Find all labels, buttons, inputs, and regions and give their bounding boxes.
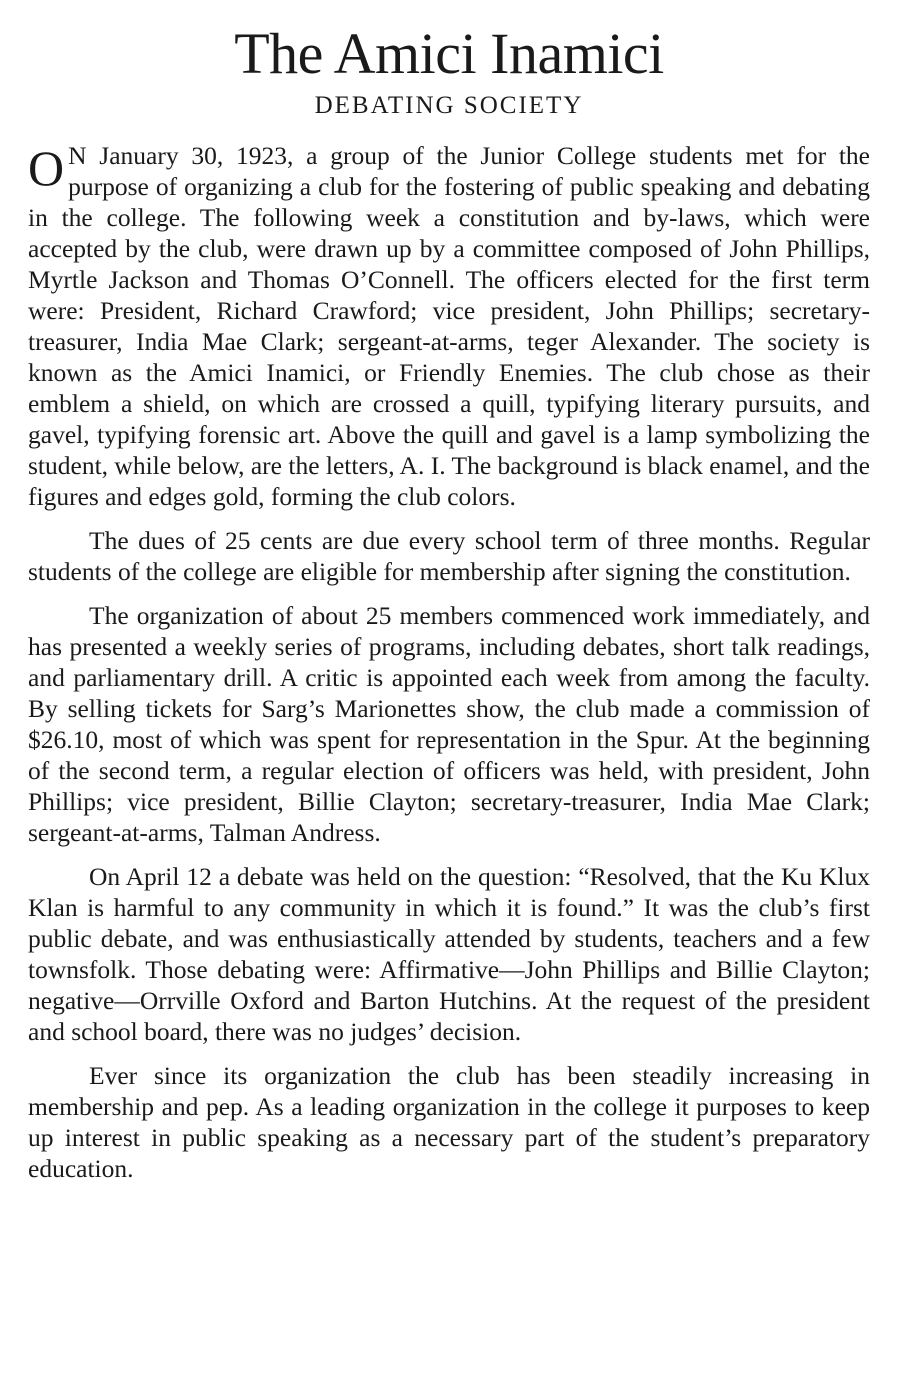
drop-cap: O (28, 140, 65, 196)
paragraph-5: Ever since its organization the club has been steadily increasing in membership and pep. As a leading organization in the college it purposes to keep up interest in public speaking as a necessary part of the student’s preparatory education. (28, 1061, 870, 1183)
paragraph-1-text: N January 30, 1923, a group of the Junior College students met for the purpose of organizing a club for the fostering of public speaking and debating in the college. The following week a constitution and by-laws, which were accepted by the club, were drawn up by a committee composed of John Phillips, Myrtle Jackson and Thomas O’Connell. The officers elected for the first term were: President, Richard Crawford; vice president, John Phillips; secretary-treasurer, India Mae Clark; sergeant-at-arms, teger Alexander. The society is known as the Amici Inamici, or Friendly Enemies. The club chose as their emblem a shield, on which are crossed a quill, typifying literary pursuits, and gavel, typifying forensic art. Above the quill and gavel is a lamp symbolizing the student, while below, are the letters, A. I. The background is black enamel, and the figures and edges gold, forming the club colors. (28, 141, 870, 511)
document-page (28, 18, 870, 1197)
paragraph-3: The organization of about 25 members commenced work immediately, and has presented a weekly series of programs, including debates, short talk readings, and parliamentary drill. A critic is appointed each week from among the faculty. By selling tickets for Sarg’s Marionettes show, the club made a commission of $26.10, most of which was spent for representation in the Spur. At the beginning of the second term, a regular election of officers was held, with president, John Phillips; vice president, Billie Clayton; secretary-treasurer, India Mae Clark; sergeant-at-arms, Talman Andress. (28, 601, 870, 847)
page-subtitle: DEBATING SOCIETY (314, 92, 584, 119)
page-title: The Amici Inamici (234, 21, 664, 86)
paragraph-4: On April 12 a debate was held on the question: “Resolved, that the Ku Klux Klan is harmful to any community in which it is found.” It was the club’s first public debate, and was enthusiastically attended by students, teachers and a few townsfolk. Those debating were: Affirmative—John Phillips and Billie Clayton; negative—Orrville Oxford and Barton Hutchins. At the request of the president and school board, there was no judges’ decision. (28, 862, 870, 1046)
paragraph-2: The dues of 25 cents are due every school term of three months. Regular students of the college are eligible for membership after signing the constitution. (28, 526, 870, 586)
paragraph-1 (28, 140, 870, 512)
